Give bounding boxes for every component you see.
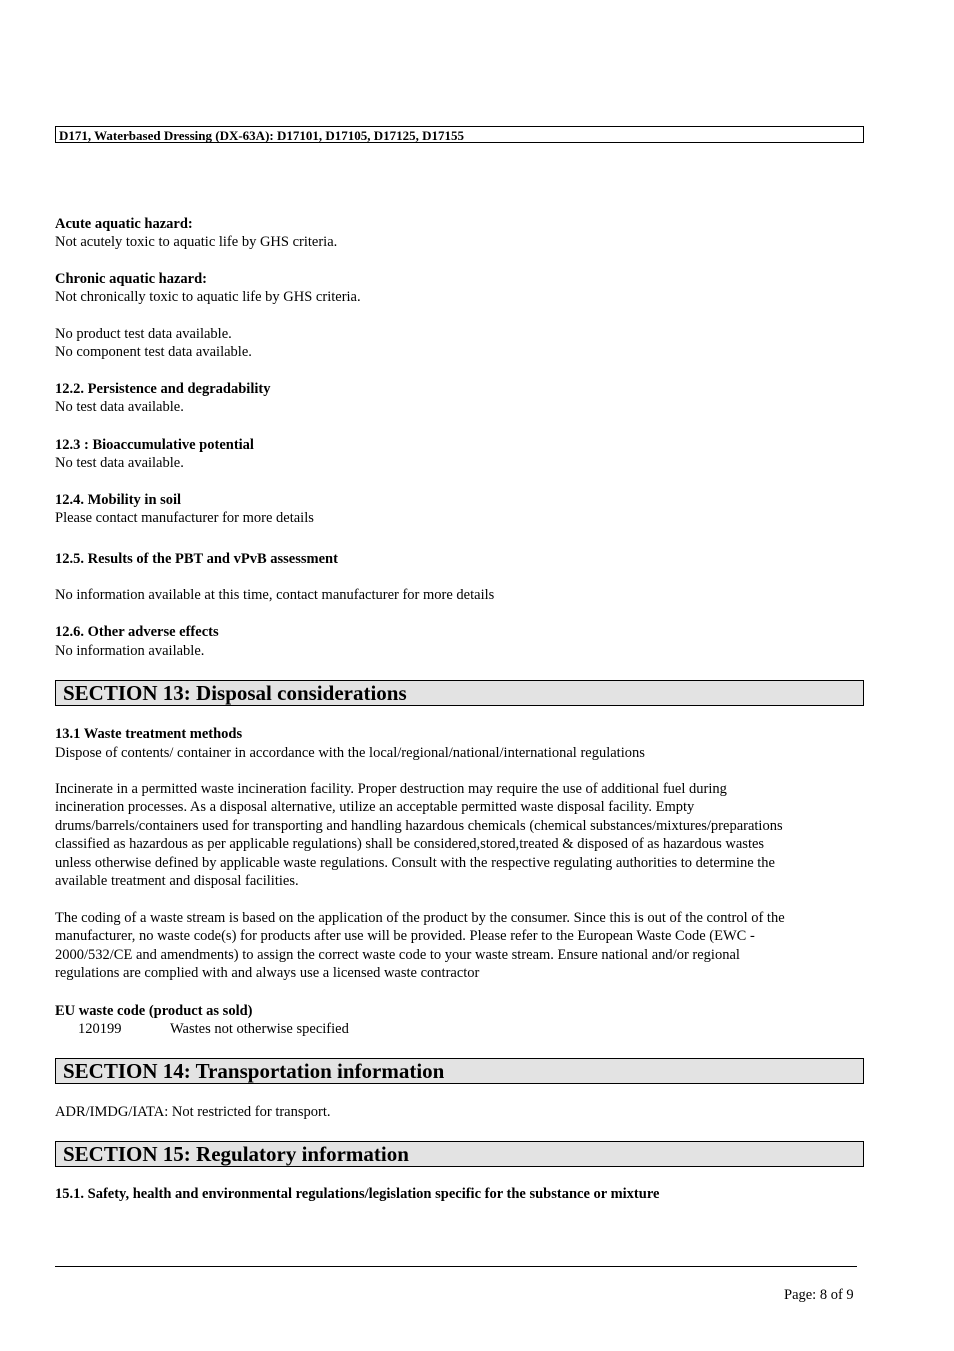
paragraph-line: available treatment and disposal facilities. bbox=[55, 873, 299, 890]
persistence-heading: 12.2. Persistence and degradability bbox=[55, 381, 271, 397]
bioaccumulative-text: No test data available. bbox=[55, 455, 184, 471]
paragraph-line: 2000/532/CE and amendments) to assign the correct waste code to your waste stream. Ensure national and/or regional bbox=[55, 946, 740, 963]
footer-divider bbox=[55, 1266, 857, 1267]
waste-methods-text: Dispose of contents/ container in accordance with the local/regional/national/international regulations bbox=[55, 745, 645, 761]
pbt-heading: 12.5. Results of the PBT and vPvB assessment bbox=[55, 551, 338, 567]
chronic-aquatic-text: Not chronically toxic to aquatic life by GHS criteria. bbox=[55, 289, 361, 305]
waste-methods-heading: 13.1 Waste treatment methods bbox=[55, 726, 243, 742]
product-title-header: D171, Waterbased Dressing (DX-63A): D17101, D17105, D17125, D17155 bbox=[55, 126, 864, 143]
paragraph-line: manufacturer, no waste code(s) for products after use will be provided. Please refer to the European Waste Code (EWC - bbox=[55, 928, 755, 945]
paragraph-line: Incinerate in a permitted waste incineration facility. Proper destruction may require the use of additional fuel during bbox=[55, 781, 727, 797]
no-component-data-text: No component test data available. bbox=[55, 344, 252, 360]
paragraph-line: classified as hazardous as per applicable regulations) shall be considered,stored,treated & disposed of as hazardous wastes bbox=[55, 836, 765, 853]
paragraph-line: regulations are complied with and always use a licensed waste contractor bbox=[55, 965, 480, 982]
eu-waste-code-heading: EU waste code (product as sold) bbox=[55, 1003, 253, 1019]
mobility-text: Please contact manufacturer for more details bbox=[55, 510, 314, 526]
no-product-data-text: No product test data available. bbox=[55, 326, 232, 342]
chronic-aquatic-heading: Chronic aquatic hazard: bbox=[55, 271, 207, 287]
page-number: Page: 8 of 9 bbox=[784, 1287, 854, 1303]
acute-aquatic-heading: Acute aquatic hazard: bbox=[55, 216, 193, 232]
eu-waste-code-description: Wastes not otherwise specified bbox=[170, 1021, 349, 1037]
incinerate-paragraph bbox=[55, 780, 783, 890]
persistence-text: No test data available. bbox=[55, 399, 184, 415]
paragraph-line: The coding of a waste stream is based on the application of the product by the consumer. Since this is out of the control of the bbox=[55, 910, 785, 926]
acute-aquatic-text: Not acutely toxic to aquatic life by GHS criteria. bbox=[55, 234, 338, 250]
section-13-title: SECTION 13: Disposal considerations bbox=[55, 680, 864, 706]
regulations-subheading: 15.1. Safety, health and environmental regulations/legislation specific for the substance or mixture bbox=[55, 1186, 660, 1202]
paragraph-line: incineration processes. As a disposal alternative, utilize an acceptable permitted waste disposal facility. Empty bbox=[55, 799, 695, 816]
paragraph-line: drums/barrels/containers used for transporting and handling hazardous chemicals (chemical substances/mixtures/preparations bbox=[55, 817, 783, 834]
paragraph-line: unless otherwise defined by applicable waste regulations. Consult with the respective regulating authorities to determine the bbox=[55, 854, 775, 871]
transport-text: ADR/IMDG/IATA: Not restricted for transport. bbox=[55, 1104, 331, 1120]
section-14-title: SECTION 14: Transportation information bbox=[55, 1058, 864, 1084]
mobility-heading: 12.4. Mobility in soil bbox=[55, 492, 182, 508]
waste-coding-paragraph bbox=[55, 909, 785, 983]
other-effects-heading: 12.6. Other adverse effects bbox=[55, 624, 219, 640]
other-effects-text: No information available. bbox=[55, 643, 205, 659]
pbt-text: No information available at this time, contact manufacturer for more details bbox=[55, 587, 495, 603]
bioaccumulative-heading: 12.3 : Bioaccumulative potential bbox=[55, 437, 254, 453]
eu-waste-code-value: 120199 bbox=[78, 1021, 122, 1037]
section-15-title: SECTION 15: Regulatory information bbox=[55, 1141, 864, 1167]
